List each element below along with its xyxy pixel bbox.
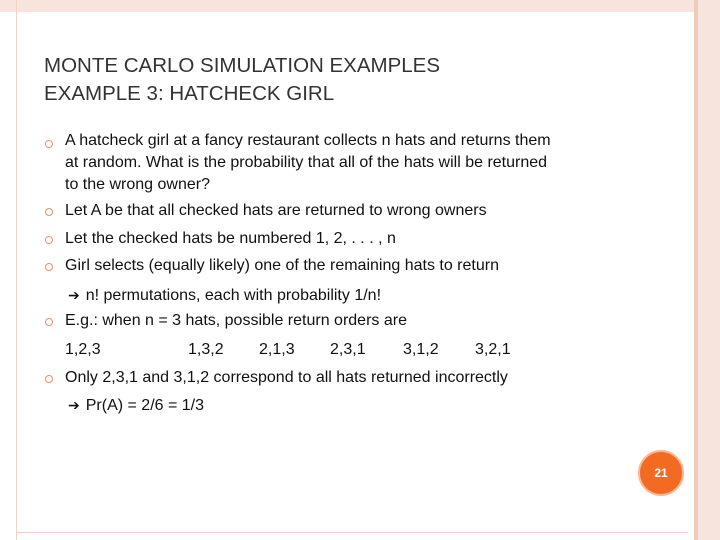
- probability-result: [68, 394, 204, 417]
- bullet-1-line-2: at random. What is the probability that all of the hats will be returned: [65, 154, 548, 171]
- top-border: [0, 0, 720, 12]
- bullet-circle-icon: [45, 375, 53, 383]
- bullet-circle-icon: [45, 318, 53, 326]
- permutations-note: [68, 284, 381, 307]
- right-arrow-icon: ➔: [68, 287, 80, 303]
- bullet-2-text: Let A be that all checked hats are returned to wrong owners: [65, 202, 487, 219]
- order-4: 2,3,1: [330, 341, 366, 358]
- left-border-line: [16, 0, 17, 540]
- probability-result-text: Pr(A) = 2/6 = 1/3: [85, 397, 205, 414]
- slide-title: [44, 52, 644, 108]
- bullet-circle-icon: [45, 263, 53, 271]
- bullet-circle-icon: [45, 236, 53, 244]
- right-arrow-icon: ➔: [68, 397, 80, 413]
- bullet-5-text: E.g.: when n = 3 hats, possible return orders are: [65, 312, 407, 329]
- bullet-6-text: Only 2,3,1 and 3,1,2 correspond to all hats returned incorrectly: [65, 369, 508, 386]
- bullet-4-text: Girl selects (equally likely) one of the remaining hats to return: [65, 257, 499, 274]
- bullet-circle-icon: [45, 140, 53, 148]
- bullet-circle-icon: [45, 208, 53, 216]
- bullet-1-line-1: A hatcheck girl at a fancy restaurant collects n hats and returns them: [65, 132, 551, 149]
- order-5: 3,1,2: [403, 341, 439, 358]
- order-1: 1,2,3: [65, 341, 101, 358]
- order-2: 1,3,2: [188, 341, 224, 358]
- right-border-accent: [694, 0, 698, 540]
- permutations-note-text: n! permutations, each with probability 1/n!: [85, 287, 382, 304]
- bullet-3-text: Let the checked hats be numbered 1, 2, . . . , n: [65, 230, 396, 247]
- bottom-border-line: [16, 532, 688, 533]
- order-3: 2,1,3: [259, 341, 295, 358]
- page-number-badge: [638, 450, 684, 496]
- title-line-2: EXAMPLE 3: HATCHECK GIRL: [44, 82, 335, 105]
- page-number: 21: [654, 466, 668, 480]
- order-6: 3,2,1: [475, 341, 511, 358]
- title-line-1: MONTE CARLO SIMULATION EXAMPLES: [44, 54, 441, 77]
- bullet-1-line-3: to the wrong owner?: [65, 176, 210, 193]
